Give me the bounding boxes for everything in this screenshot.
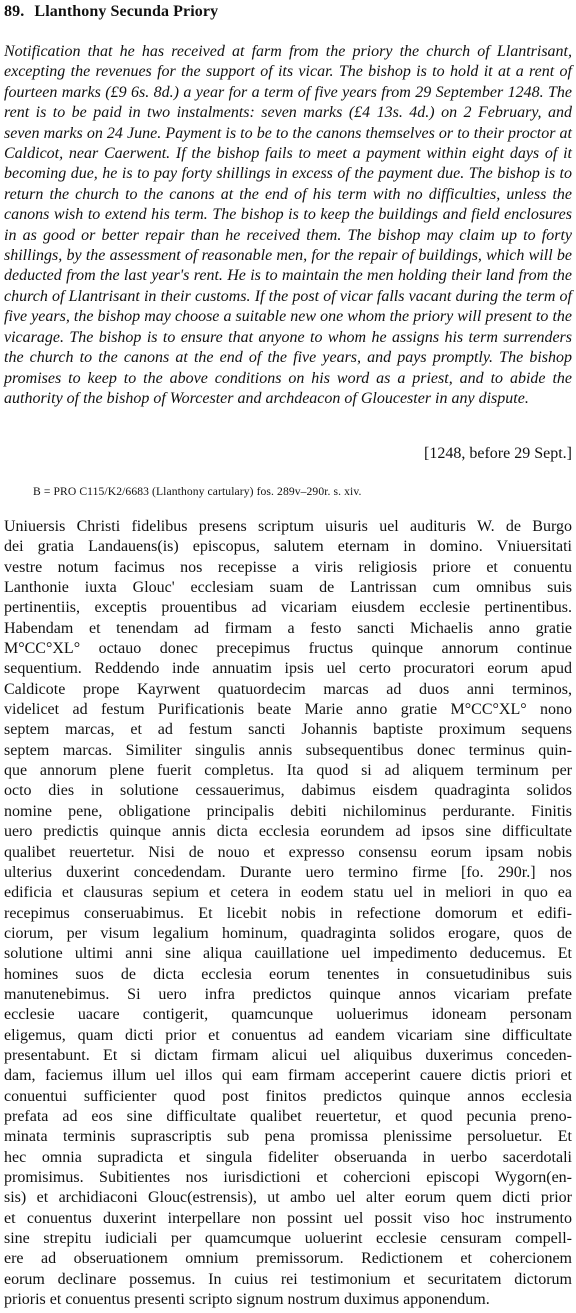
latin-line: sequentium. Reddendo inde annuatim ipsis uel certo procuratori eorum apud bbox=[4, 660, 572, 678]
latin-line: homines suos de dicta ecclesia eorum tenentes in consuetudinibus suis bbox=[4, 965, 572, 983]
latin-line: sine strepitu iudiciali per quamcumque uoluerint ecclesie censuram compell- bbox=[4, 1230, 572, 1248]
latin-line: promisimus. Subitientes nos iurisdictioni et cohercioni episcopi Wygorn(en- bbox=[4, 1169, 572, 1186]
latin-line: solutione ultimi anni sine aliqua cauillatione uel impedimento deducemus. Et bbox=[4, 945, 572, 963]
latin-line: nomine pene, obligatione principalis debiti nichilominus perdurante. Finitis bbox=[4, 802, 572, 820]
dating-clause: [1248, before 29 Sept.] bbox=[424, 445, 572, 462]
latin-line: qualibet reuertetur. Nisi de nouo et expresso consensu eorum ipsam nobis bbox=[4, 843, 572, 861]
latin-line: hec omnia supradicta et singula fideliter obseruanda in uerbo sacerdotali bbox=[4, 1148, 572, 1166]
latin-line: octo dies in solutione cessauerimus, dabimus eisdem quadraginta solidos bbox=[4, 782, 572, 800]
latin-line: septem marcas. Similiter singulis annis subsequentibus donec terminus quin- bbox=[4, 741, 572, 759]
latin-line: dam, faciemus illum uel illos qui eam firmam acceperint cauere dictis priori et bbox=[4, 1067, 572, 1085]
latin-line: ciorum, per visum legalium hominum, quadraginta solidos erogare, quos de bbox=[4, 924, 572, 942]
entry-title: Llanthony Secunda Priory bbox=[34, 3, 219, 20]
latin-line: uero predictis quinque annis dicta ecclesia eorundem ad ipsos sine difficultate bbox=[4, 823, 572, 841]
latin-line: eorum declinare possemus. In cuius rei testimonium et securitatem dictorum bbox=[4, 1270, 572, 1288]
latin-line: videlicet ad festum Purificationis beate Marie anno gratie M°CC°XL° nono bbox=[4, 701, 572, 719]
latin-line: prioris et conuentus presenti scripto signum nostrum duximus apponendum. bbox=[4, 1291, 490, 1309]
entry-number: 89. bbox=[4, 3, 25, 20]
latin-line: septem marcas, et ad festum sancti Johannis baptiste proximum sequens bbox=[4, 721, 572, 739]
source-note: B = PRO C115/K2/6683 (Llanthony cartulary) fos. 289v–290r. s. xiv. bbox=[33, 485, 362, 498]
latin-line: prefata ad eos sine difficultate qualibet reuertetur, et quod pecunia preno- bbox=[4, 1107, 572, 1125]
latin-line: pertinentiis, exceptis prouentibus ad vicariam eiusdem ecclesie pertinentibus. bbox=[4, 599, 572, 617]
latin-line: Caldicote prope Kayrwent quatuordecim marcas ad duos anni terminos, bbox=[4, 680, 572, 698]
latin-text bbox=[4, 517, 572, 1310]
latin-line: Habendam et tenendam ad firmam a festo sancti Michaelis anno gratie bbox=[4, 619, 572, 637]
latin-line: ere ad obseruationem omnium premissorum. Redictionem et cohercionem bbox=[4, 1250, 572, 1268]
latin-line: minata terminis suprascriptis sub pena promissa plenissime persoluetur. Et bbox=[4, 1128, 572, 1146]
latin-line: manutenebimus. Si uero infra predictos quinque annos vicariam prefate bbox=[4, 985, 572, 1003]
latin-line: edificia et clausuras sepium et cetera in eodem statu uel in meliori in quo ea bbox=[4, 884, 572, 902]
latin-line: que annorum plene fuerit completus. Ita quod si ad aliquem terminum per bbox=[4, 762, 572, 780]
latin-line: recepimus conseruabimus. Et licebit nobis in refectione domorum et edifi- bbox=[4, 904, 572, 922]
latin-line: conuentui sufficienter quod post finitos predictos quinque annos ecclesia bbox=[4, 1087, 572, 1105]
latin-line: sis) et archidiaconi Glouc(estrensis), ut ambo uel alter eorum quem dicti prior bbox=[4, 1189, 572, 1207]
latin-line: Uniuersis Christi fidelibus presens scriptum uisuris uel audituris W. de Burgo bbox=[4, 518, 572, 535]
latin-line: ulterius duxerint concedendam. Durante uero termino firme [fo. 290r.] nos bbox=[4, 863, 572, 881]
calendar-summary: Notification that he has received at farm from the priory the church of Llantrisant, excepting the revenues for the support of its vicar. The bishop is to hold it at a rent of fourteen marks (£9 6s. 8d.) a year for a term of five years from 29 September 1248. The rent is to be paid in two instalments: seven marks (£4 13s. 4d.) on 2 February, and seven marks on 24 June. Payment is to be to the canons themselves or to their proctor at Caldicot, near Caerwent. If the bishop fails to meet a payment within eight days of it becoming due, he is to pay forty shillings in excess of the payment due. The bishop is to return the church to the canons at the end of his term with no difficulties, unless the canons wish to extend his term. The bishop is to keep the buildings and field enclosures in as good or better repair than he received them. The bishop may claim up to forty shillings, by the assessment of reasonable men, for the repair of buildings, which will be deducted from the last year's rent. He is to maintain the men holding their land from the church of Llantrisant in their customs. If the post of vicar falls vacant during the term of five years, the bishop may choose a suitable new one whom the priory will present to the vicarage. The bishop is to ensure that anyone to whom he assigns his term surrenders the church to the canons at the end of the five years, and pays promptly. The bishop promises to keep to the above conditions on his word as a priest, and to abide the authority of the bishop of Worcester and archdeacon of Gloucester in any dispute. bbox=[4, 43, 572, 407]
latin-line: eligemus, quam dicti prior et conuentus ad eandem vicariam sine difficultate bbox=[4, 1026, 572, 1044]
latin-line: Lanthonie iuxta Glouc' ecclesiam suam de Lantrissan cum omnibus suis bbox=[4, 579, 572, 597]
latin-line: et conuentus duxerint interpellare non possint uel possit viso hoc instrumento bbox=[4, 1209, 572, 1227]
latin-line: vestre notum facimus nos recepisse a viris religiosis priore et conuentu bbox=[4, 558, 572, 576]
latin-line: ecclesie uacare contigerit, quamcunque uoluerimus idoneam personam bbox=[4, 1006, 572, 1024]
latin-line: dei gratia Landauens(is) episcopus, salutem eternam in domino. Vniuersitati bbox=[4, 538, 572, 556]
latin-line: M°CC°XL° octauo donec precepimus fructus quinque annorum continue bbox=[4, 640, 572, 658]
entry-heading bbox=[4, 3, 218, 21]
latin-line: presentabunt. Et si dictam firmam alicui uel aliquibus duxerimus conceden- bbox=[4, 1046, 572, 1064]
